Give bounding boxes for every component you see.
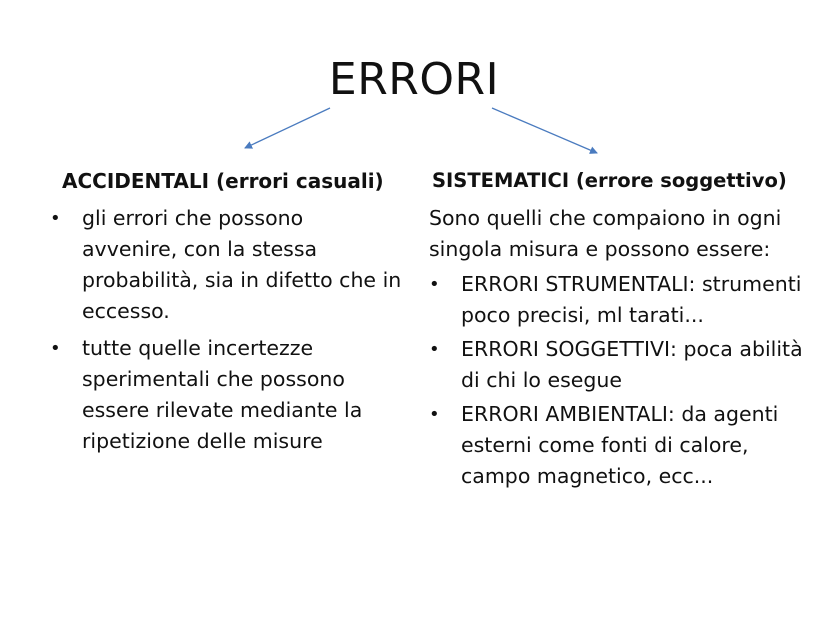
bullet-icon: • xyxy=(50,338,61,359)
bullet-icon: • xyxy=(429,404,440,425)
list-item-text: ERRORI STRUMENTALI: strumenti poco precisi, ml tarati... xyxy=(461,272,802,327)
accidental-list xyxy=(44,203,404,457)
bullet-icon: • xyxy=(50,208,61,229)
systematic-intro: Sono quelli che compaiono in ogni singola misura e possono essere: xyxy=(429,206,782,261)
list-item xyxy=(44,333,404,457)
bullet-icon: • xyxy=(429,339,440,360)
list-item-text: gli errori che possono avvenire, con la stessa probabilità, sia in difetto che in eccesso. xyxy=(82,206,402,323)
bullet-icon: • xyxy=(429,274,440,295)
slide-title: ERRORI xyxy=(328,54,500,105)
list-item-text: ERRORI SOGGETTIVI: poca abilità di chi lo esegue xyxy=(461,337,803,392)
systematic-column xyxy=(429,203,809,495)
list-item-text: ERRORI AMBIENTALI: da agenti esterni come fonti di calore, campo magnetico, ecc... xyxy=(461,402,779,488)
systematic-list xyxy=(429,269,809,492)
list-item xyxy=(429,334,809,396)
accidental-column xyxy=(44,203,404,463)
list-item xyxy=(429,399,809,492)
left-arrow xyxy=(245,108,330,148)
accidental-heading: ACCIDENTALI (errori casuali) xyxy=(62,169,384,193)
list-item-text: tutte quelle incertezze sperimentali che possono essere rilevate mediante la ripetizione delle misure xyxy=(82,336,363,453)
right-arrow xyxy=(492,108,597,153)
list-item xyxy=(429,269,809,331)
list-item xyxy=(44,203,404,327)
systematic-heading: SISTEMATICI (errore soggettivo) xyxy=(432,169,787,192)
